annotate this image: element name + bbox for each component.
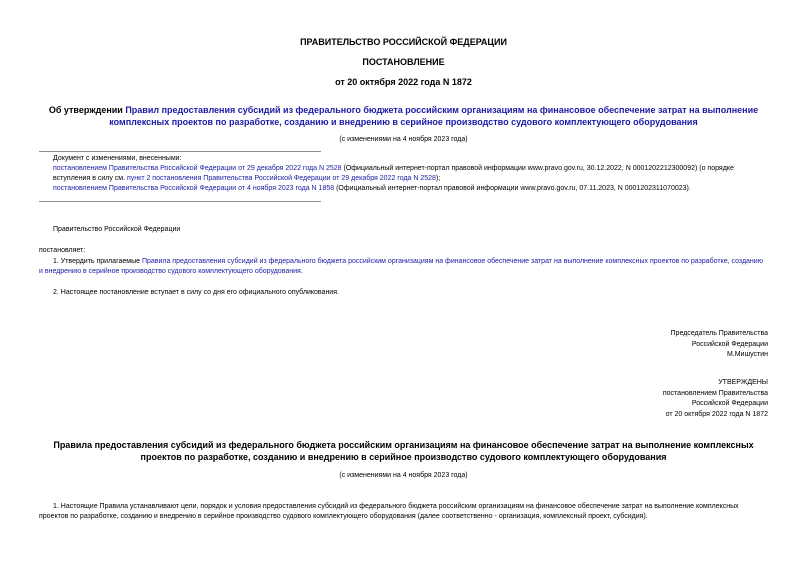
signature-block bbox=[671, 329, 768, 361]
p1-prefix: 1. Утвердить прилагаемые bbox=[53, 258, 142, 265]
rules-changes-note: (с изменениями на 4 ноября 2023 года) bbox=[339, 472, 468, 479]
amendment-item bbox=[53, 184, 768, 194]
approved-line: Российской Федерации bbox=[691, 400, 768, 407]
government-label: Правительство Российской Федерации bbox=[53, 226, 181, 233]
signature-line: Российской Федерации bbox=[691, 340, 768, 348]
document-title bbox=[48, 105, 759, 128]
divider-bottom bbox=[39, 201, 321, 202]
decrees-label: постановляет: bbox=[39, 247, 86, 254]
title-prefix: Об утверждении bbox=[48, 105, 126, 115]
rules-paragraph-1: 1. Настоящие Правила устанавливают цели, порядок и условия предоставления субсидий из федерального бюджета российским организациям на финансовое обеспечение затрат на выполнение комплексных проектов по разработке, созданию и внедрению в серийное производство судового комплектующего оборудования (далее соответственно - организация, комплексный проект, субсидия). bbox=[39, 503, 739, 520]
title-link[interactable]: Правил предоставления субсидий из федерального бюджета российским организациям на финансовое обеспечение затрат на выполнение комплексных проектов по разработке, созданию и внедрению в серийное производство судового комплектующего оборудования bbox=[109, 105, 759, 127]
paragraph-1 bbox=[39, 257, 768, 277]
approved-block bbox=[663, 378, 768, 420]
amendment-link-secondary[interactable]: пункт 2 постановления Правительства Российской Федерации от 29 декабря 2022 года N 2528 bbox=[127, 175, 436, 182]
approved-line: УТВЕРЖДЕНЫ bbox=[718, 379, 768, 386]
amendment-text: ); bbox=[435, 175, 441, 182]
p1-rules-link[interactable]: Правила предоставления субсидий из федерального бюджета российским организациям на финансовое обеспечение затрат на выполнение комплексных проектов по разработке, созданию и внедрению в серийное производство судового комплектующего оборудования bbox=[39, 258, 763, 275]
signature-line: Председатель Правительства bbox=[670, 330, 768, 337]
approved-line: постановлением Правительства bbox=[662, 389, 768, 397]
amendment-text: (Официальный интернет-портал правовой информации www.pravo.gov.ru, 30.12.2022, N 0001202212300092) (о порядке вступления в силу см. bbox=[53, 165, 734, 182]
amendments-block bbox=[53, 154, 768, 194]
amendment-item bbox=[53, 164, 768, 184]
header-date-number: от 20 октября 2022 года N 1872 bbox=[335, 77, 472, 87]
rules-title: Правила предоставления субсидий из федерального бюджета российским организациям на финансовое обеспечение затрат на выполнение комплексных проектов по разработке, созданию и внедрению в серийное производство судового комплектующего оборудования bbox=[53, 440, 754, 462]
amendment-link[interactable]: постановлением Правительства Российской Федерации от 29 декабря 2022 года N 2528 bbox=[53, 165, 342, 172]
signature-name: М.Мишустин bbox=[726, 351, 768, 358]
amendment-text: (Официальный интернет-портал правовой информации www.pravo.gov.ru, 07.11.2023, N 0001202311070023). bbox=[334, 185, 691, 192]
amendments-intro: Документ с изменениями, внесенными: bbox=[53, 155, 182, 162]
header-org: ПРАВИТЕЛЬСТВО РОССИЙСКОЙ ФЕДЕРАЦИИ bbox=[300, 37, 507, 47]
divider-top bbox=[39, 151, 321, 152]
p1-suffix: . bbox=[300, 268, 303, 275]
approved-line: от 20 октября 2022 года N 1872 bbox=[665, 410, 768, 418]
changes-note: (с изменениями на 4 ноября 2023 года) bbox=[339, 136, 468, 143]
paragraph-2: 2. Настоящее постановление вступает в силу со дня его официального опубликования. bbox=[53, 289, 339, 296]
header-doc-type: ПОСТАНОВЛЕНИЕ bbox=[362, 57, 445, 67]
amendment-link[interactable]: постановлением Правительства Российской Федерации от 4 ноября 2023 года N 1858 bbox=[53, 185, 335, 192]
